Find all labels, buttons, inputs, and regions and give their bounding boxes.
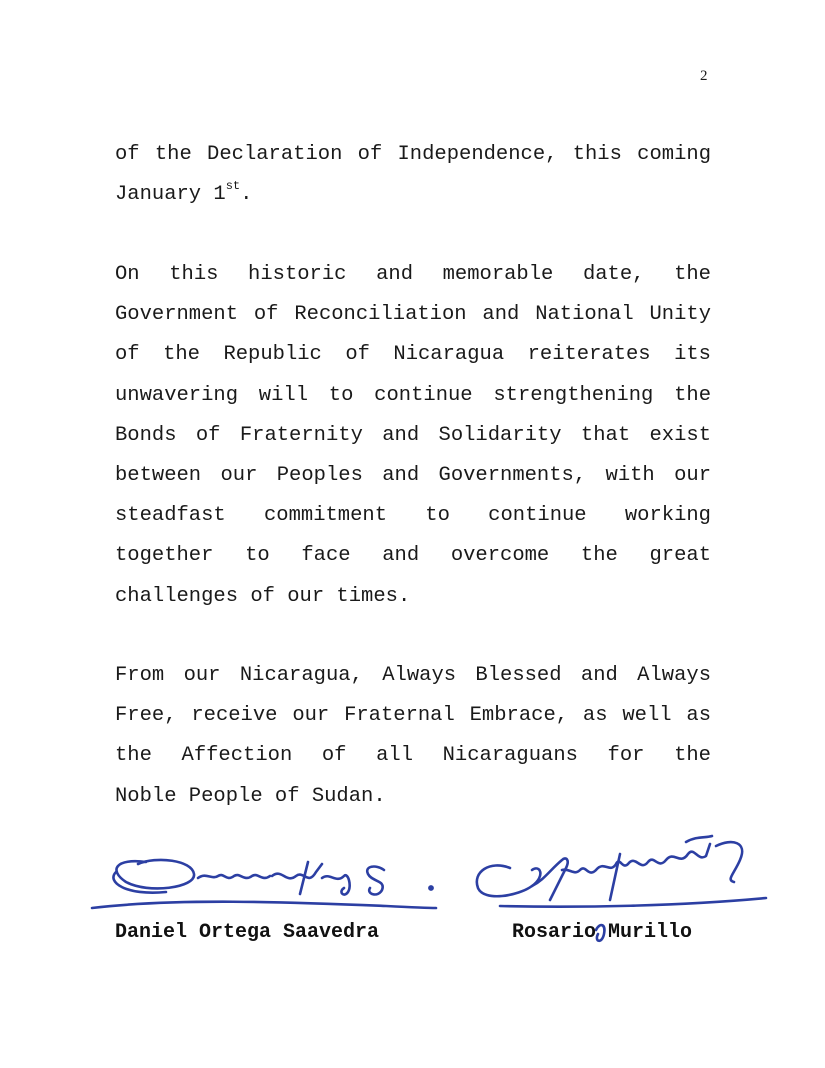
paragraph-line (115, 175, 711, 215)
signatory-name-left: Daniel Ortega Saavedra (115, 921, 380, 944)
paragraph-declaration (115, 135, 711, 215)
paragraph-reiteration (115, 255, 711, 617)
paragraph-embrace (115, 656, 711, 817)
signatory-name-right: Rosario Murillo (512, 921, 693, 944)
paragraph-line: of the Declaration of Independence, this coming (115, 143, 711, 166)
paragraph-body: On this historic and memorable date, the Government of Reconciliation and National Unity of the Republic of Nicaragua reiterates its unwavering will to continue strengthening the Bonds of Fraternity and Solidarity that exist between our Peoples and Governments, with our steadfast commitment to continue working together to face and overcome the great (115, 263, 711, 568)
page-number: 2 (700, 68, 708, 84)
paragraph-body: From our Nicaragua, Always Blessed and Always Free, receive our Fraternal Embrace, as well as the Affection of all Nicaraguans for the (115, 664, 711, 768)
paragraph-last-line: challenges of our times. (115, 584, 411, 608)
date-ending: . (240, 183, 253, 207)
signature-left (86, 842, 446, 922)
ordinal-suffix: st (225, 179, 241, 194)
date-text: January 1 (115, 183, 226, 207)
paragraph-last-line: Noble People of Sudan. (115, 784, 386, 808)
